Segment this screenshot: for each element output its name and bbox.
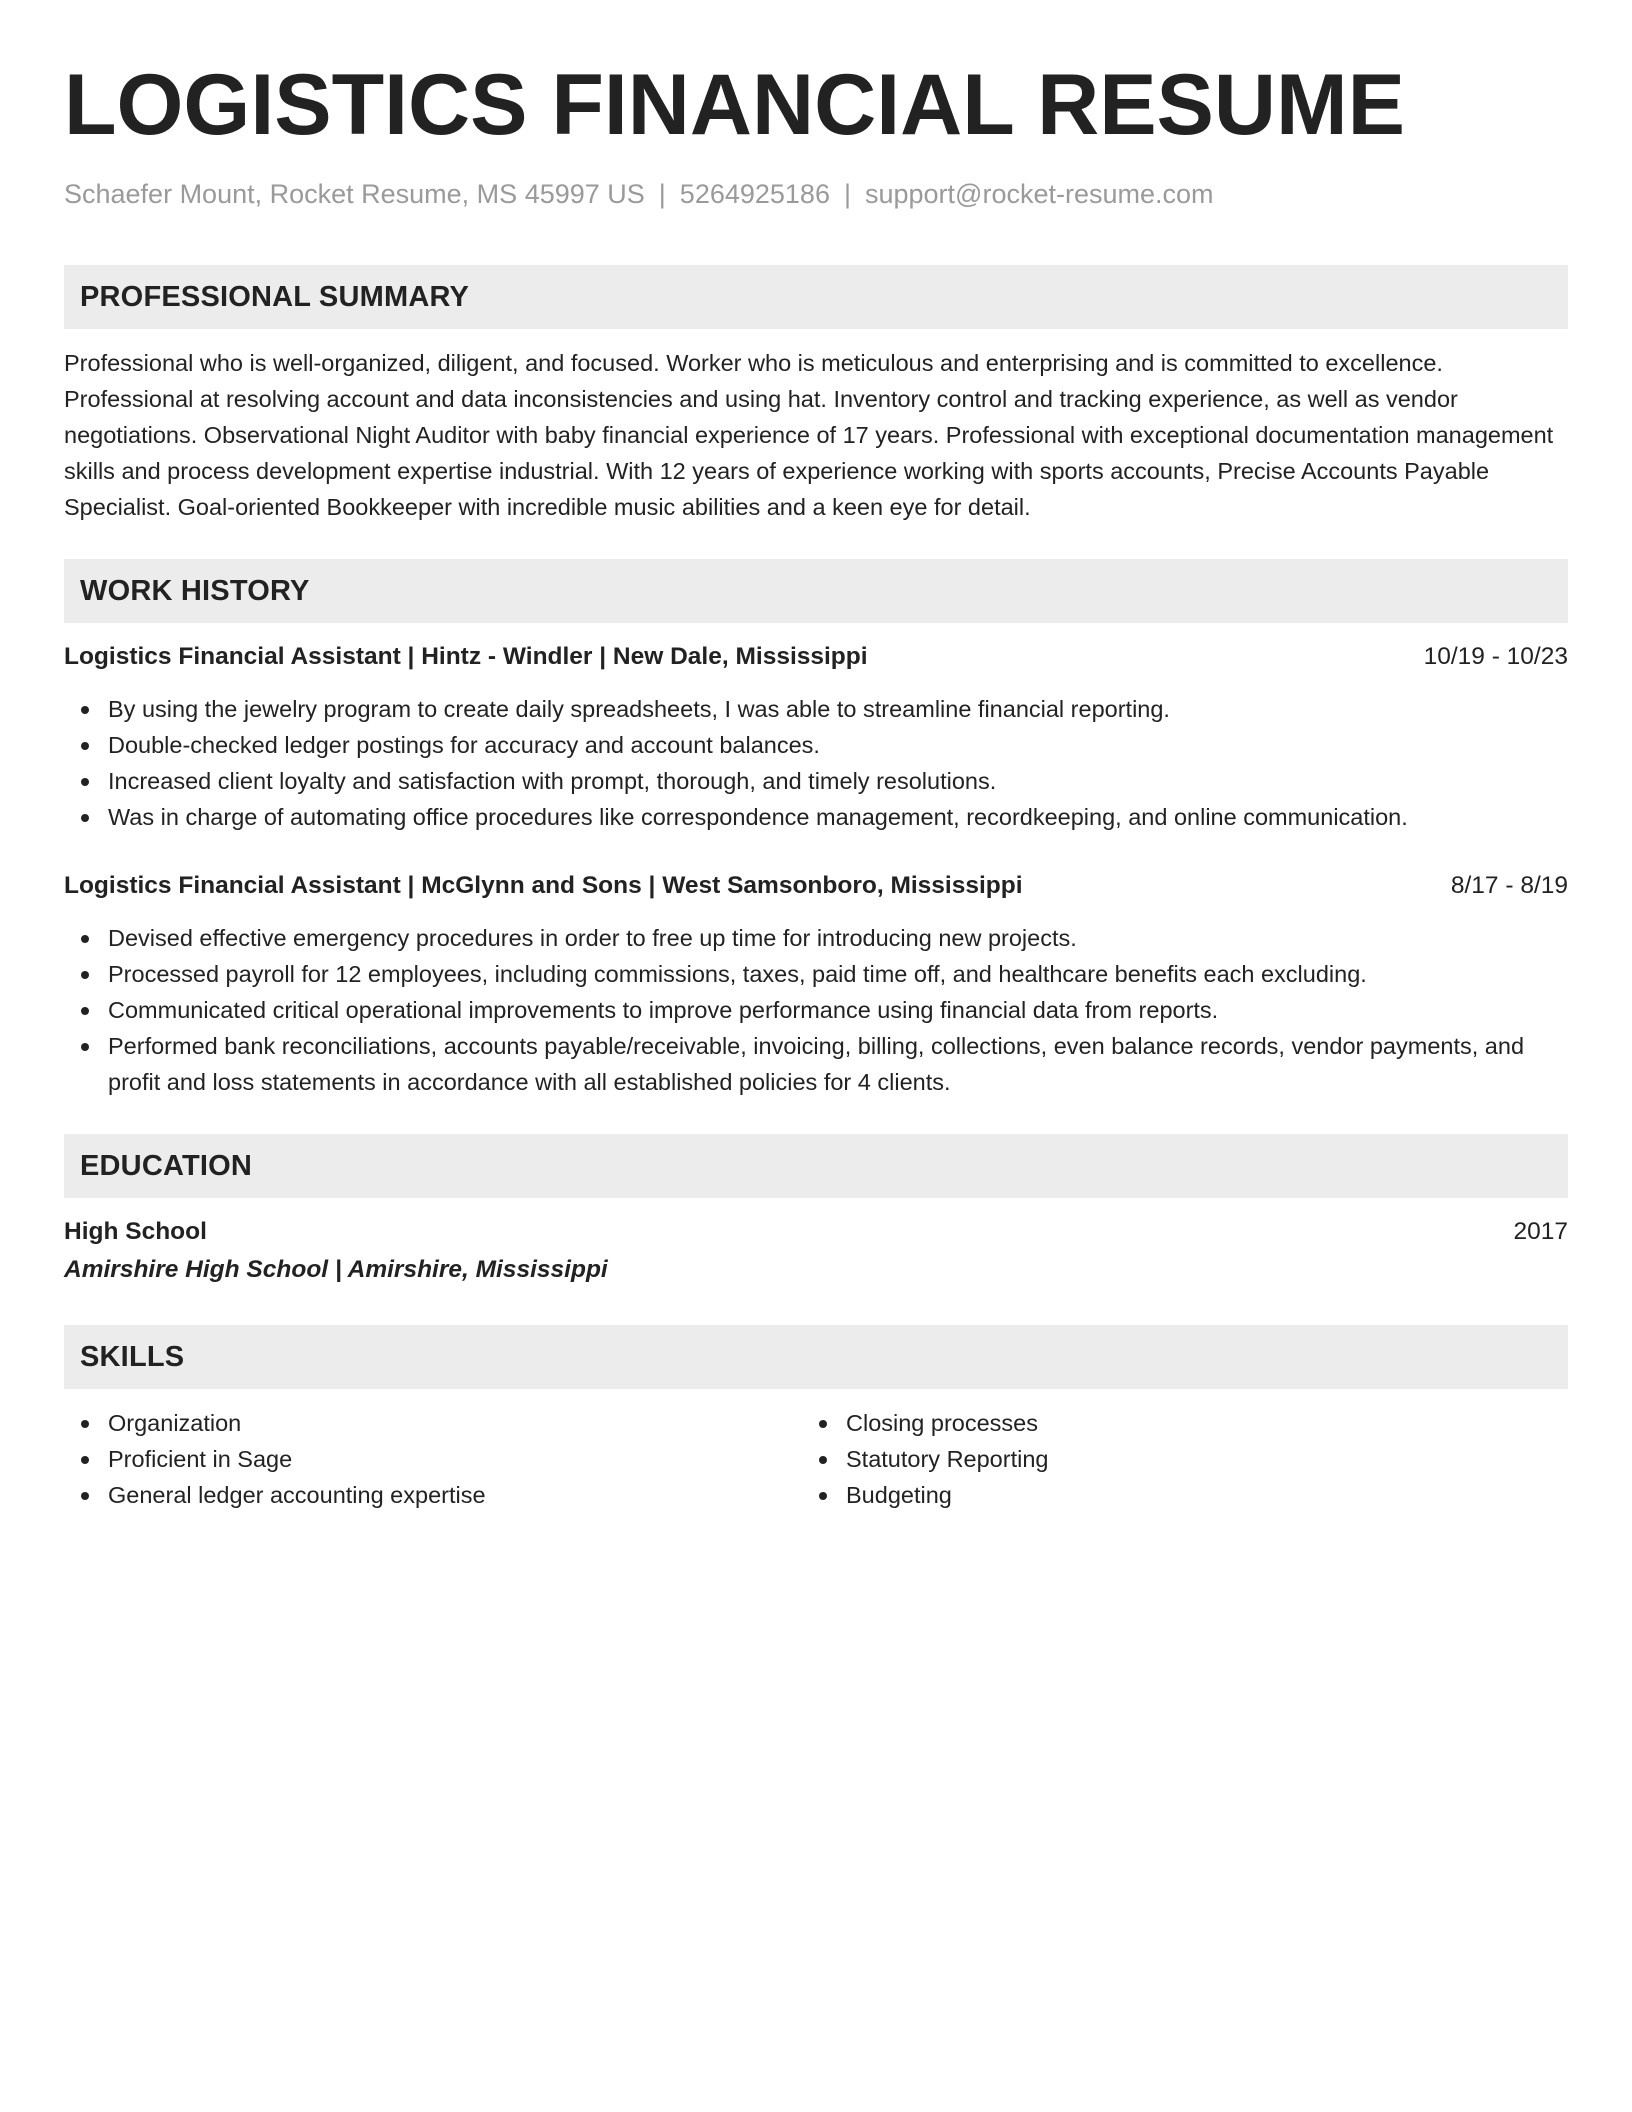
- education-school: Amirshire High School | Amirshire, Mississippi: [64, 1256, 608, 1283]
- job-bullets: [64, 920, 1568, 1100]
- job-dates: 10/19 - 10/23: [1423, 643, 1568, 670]
- skills-column-right: [802, 1405, 1568, 1513]
- contact-phone: 5264925186: [679, 179, 830, 209]
- skill-item: Organization: [64, 1405, 802, 1441]
- skill-item: Closing processes: [802, 1405, 1568, 1441]
- job-header: [64, 869, 1568, 903]
- contact-line: [64, 177, 1568, 211]
- job-entry: [64, 869, 1568, 1100]
- education-header: [64, 1215, 1568, 1249]
- section-header-work-history: WORK HISTORY: [64, 559, 1568, 623]
- section-header-skills: SKILLS: [64, 1325, 1568, 1389]
- job-bullet: By using the jewelry program to create daily spreadsheets, I was able to streamline financial reporting.: [64, 691, 1568, 727]
- job-entry: [64, 640, 1568, 835]
- job-bullet: Increased client loyalty and satisfaction with prompt, thorough, and timely resolutions.: [64, 763, 1568, 799]
- education-year: 2017: [1513, 1218, 1568, 1245]
- skill-item: Proficient in Sage: [64, 1441, 802, 1477]
- job-bullet: Was in charge of automating office procedures like correspondence management, recordkeeping, and online communication.: [64, 799, 1568, 835]
- contact-separator: |: [658, 179, 666, 209]
- skills-grid: [64, 1405, 1568, 1513]
- skill-item: Statutory Reporting: [802, 1441, 1568, 1477]
- job-bullet: Double-checked ledger postings for accuracy and account balances.: [64, 727, 1568, 763]
- job-bullets: [64, 691, 1568, 835]
- education-degree: High School: [64, 1218, 207, 1245]
- job-bullet: Processed payroll for 12 employees, including commissions, taxes, paid time off, and healthcare benefits each excluding.: [64, 956, 1568, 992]
- summary-text: Professional who is well-organized, diligent, and focused. Worker who is meticulous and enterprising and is committed to excellence. Professional at resolving account and data inconsistencies and using hat. Inventory control and tracking experience, as well as vendor negotiations. Observational Night Auditor with baby financial experience of 17 years. Professional with exceptional documentation management skills and process development expertise industrial. With 12 years of experience working with sports accounts, Precise Accounts Payable Specialist. Goal-oriented Bookkeeper with incredible music abilities and a keen eye for detail.: [64, 350, 1554, 520]
- skills-column-left: [64, 1405, 802, 1513]
- contact-separator: |: [843, 179, 851, 209]
- job-bullet: Performed bank reconciliations, accounts payable/receivable, invoicing, billing, collections, even balance records, vendor payments, and profit and loss statements in accordance with all established policies for 4 clients.: [64, 1028, 1568, 1100]
- skill-item: Budgeting: [802, 1477, 1568, 1513]
- section-header-summary: PROFESSIONAL SUMMARY: [64, 265, 1568, 329]
- job-title: Logistics Financial Assistant | McGlynn and Sons | West Samsonboro, Mississippi: [64, 872, 1023, 899]
- contact-email: support@rocket-resume.com: [864, 179, 1214, 209]
- skill-item: General ledger accounting expertise: [64, 1477, 802, 1513]
- job-title: Logistics Financial Assistant | Hintz - Windler | New Dale, Mississippi: [64, 643, 868, 670]
- job-bullet: Communicated critical operational improvements to improve performance using financial data from reports.: [64, 992, 1568, 1028]
- job-header: [64, 640, 1568, 674]
- job-dates: 8/17 - 8/19: [1450, 872, 1568, 899]
- job-bullet: Devised effective emergency procedures in order to free up time for introducing new projects.: [64, 920, 1568, 956]
- resume-title: LOGISTICS FINANCIAL RESUME: [64, 57, 1406, 153]
- section-header-education: EDUCATION: [64, 1134, 1568, 1198]
- contact-address: Schaefer Mount, Rocket Resume, MS 45997 US: [64, 179, 645, 209]
